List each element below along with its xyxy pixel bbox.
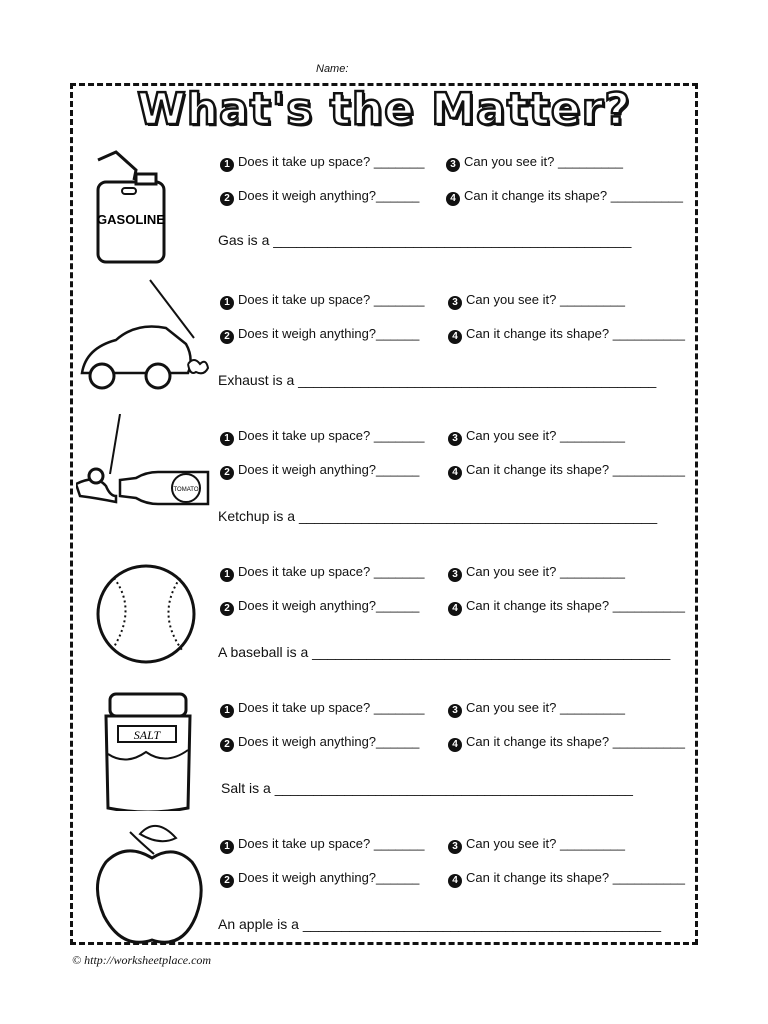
question-4-text: Can it change its shape? __________ bbox=[466, 598, 686, 613]
copyright-footer: © http://worksheetplace.com bbox=[72, 953, 212, 967]
ketchup-label: TOMATO bbox=[173, 487, 199, 493]
number-1-icon: 1 bbox=[220, 840, 234, 854]
question-3 bbox=[448, 836, 625, 854]
gasoline-can-icon bbox=[76, 140, 216, 265]
question-2 bbox=[220, 598, 419, 616]
question-3-text: Can you see it? _________ bbox=[466, 836, 626, 851]
question-3 bbox=[448, 700, 625, 718]
number-4-icon: 4 bbox=[446, 192, 460, 206]
salt-label: SALT bbox=[133, 728, 161, 742]
number-2-icon: 2 bbox=[220, 874, 234, 888]
question-3 bbox=[448, 292, 625, 310]
answer-sentence[interactable]: Exhaust is a ______________________________________________ bbox=[218, 372, 657, 388]
answer-sentence[interactable]: A baseball is a ______________________________________________ bbox=[218, 644, 671, 660]
question-1 bbox=[220, 292, 424, 310]
question-2-text: Does it weigh anything?______ bbox=[238, 326, 420, 341]
number-1-icon: 1 bbox=[220, 158, 234, 172]
question-4-text: Can it change its shape? __________ bbox=[466, 326, 686, 341]
number-3-icon: 3 bbox=[448, 840, 462, 854]
car-exhaust-icon bbox=[76, 278, 216, 403]
name-label: Name: bbox=[316, 63, 349, 75]
question-1 bbox=[220, 428, 424, 446]
question-section-baseball bbox=[72, 550, 696, 686]
number-4-icon: 4 bbox=[448, 874, 462, 888]
question-3-text: Can you see it? _________ bbox=[464, 154, 624, 169]
question-2 bbox=[220, 462, 419, 480]
question-4 bbox=[448, 326, 685, 344]
question-2-text: Does it weigh anything?______ bbox=[238, 734, 420, 749]
question-2 bbox=[220, 326, 419, 344]
question-1 bbox=[220, 700, 424, 718]
number-1-icon: 1 bbox=[220, 296, 234, 310]
question-1-text: Does it take up space? _______ bbox=[238, 428, 425, 443]
number-3-icon: 3 bbox=[448, 432, 462, 446]
number-3-icon: 3 bbox=[448, 704, 462, 718]
question-3 bbox=[448, 428, 625, 446]
page-title: What's the Matter? bbox=[137, 84, 631, 135]
number-4-icon: 4 bbox=[448, 330, 462, 344]
baseball-icon bbox=[76, 550, 216, 675]
gasoline-label: GASOLINE bbox=[97, 212, 165, 227]
question-1-text: Does it take up space? _______ bbox=[238, 836, 425, 851]
question-2-text: Does it weigh anything?______ bbox=[238, 870, 420, 885]
question-1-text: Does it take up space? _______ bbox=[238, 292, 425, 307]
number-2-icon: 2 bbox=[220, 466, 234, 480]
number-2-icon: 2 bbox=[220, 602, 234, 616]
question-4 bbox=[448, 598, 685, 616]
question-1 bbox=[220, 154, 424, 172]
question-section-ketchup-bottle bbox=[72, 414, 696, 550]
question-3-text: Can you see it? _________ bbox=[466, 292, 626, 307]
apple-icon bbox=[76, 822, 216, 947]
question-2-text: Does it weigh anything?______ bbox=[238, 188, 420, 203]
answer-sentence[interactable]: Ketchup is a ______________________________________________ bbox=[218, 508, 658, 524]
number-1-icon: 1 bbox=[220, 568, 234, 582]
question-4 bbox=[448, 734, 685, 752]
answer-sentence[interactable]: Salt is a ______________________________________________ bbox=[221, 780, 633, 796]
ketchup-bottle-icon bbox=[76, 414, 216, 539]
question-section-apple bbox=[72, 822, 696, 958]
number-4-icon: 4 bbox=[448, 602, 462, 616]
question-4 bbox=[448, 462, 685, 480]
question-4-text: Can it change its shape? __________ bbox=[466, 462, 686, 477]
number-1-icon: 1 bbox=[220, 432, 234, 446]
question-1 bbox=[220, 836, 424, 854]
question-2-text: Does it weigh anything?______ bbox=[238, 598, 420, 613]
question-section-salt-shaker bbox=[72, 686, 696, 822]
number-2-icon: 2 bbox=[220, 192, 234, 206]
question-section-gasoline-can bbox=[72, 140, 696, 276]
number-4-icon: 4 bbox=[448, 738, 462, 752]
question-3 bbox=[446, 154, 623, 172]
question-1-text: Does it take up space? _______ bbox=[238, 154, 425, 169]
question-2-text: Does it weigh anything?______ bbox=[238, 462, 420, 477]
question-2 bbox=[220, 870, 419, 888]
question-1-text: Does it take up space? _______ bbox=[238, 564, 425, 579]
question-2 bbox=[220, 188, 419, 206]
question-4-text: Can it change its shape? __________ bbox=[464, 188, 684, 203]
question-4-text: Can it change its shape? __________ bbox=[466, 870, 686, 885]
question-3-text: Can you see it? _________ bbox=[466, 700, 626, 715]
question-3-text: Can you see it? _________ bbox=[466, 428, 626, 443]
question-1 bbox=[220, 564, 424, 582]
number-2-icon: 2 bbox=[220, 738, 234, 752]
salt-shaker-icon bbox=[76, 686, 216, 811]
question-3-text: Can you see it? _________ bbox=[466, 564, 626, 579]
question-4 bbox=[448, 870, 685, 888]
question-3 bbox=[448, 564, 625, 582]
number-4-icon: 4 bbox=[448, 466, 462, 480]
question-2 bbox=[220, 734, 419, 752]
number-3-icon: 3 bbox=[446, 158, 460, 172]
question-section-car-exhaust bbox=[72, 278, 696, 414]
question-4-text: Can it change its shape? __________ bbox=[466, 734, 686, 749]
question-1-text: Does it take up space? _______ bbox=[238, 700, 425, 715]
answer-sentence[interactable]: An apple is a ______________________________________________ bbox=[218, 916, 661, 932]
answer-sentence[interactable]: Gas is a ______________________________________________ bbox=[218, 232, 632, 248]
number-3-icon: 3 bbox=[448, 568, 462, 582]
number-2-icon: 2 bbox=[220, 330, 234, 344]
number-1-icon: 1 bbox=[220, 704, 234, 718]
number-3-icon: 3 bbox=[448, 296, 462, 310]
question-4 bbox=[446, 188, 683, 206]
